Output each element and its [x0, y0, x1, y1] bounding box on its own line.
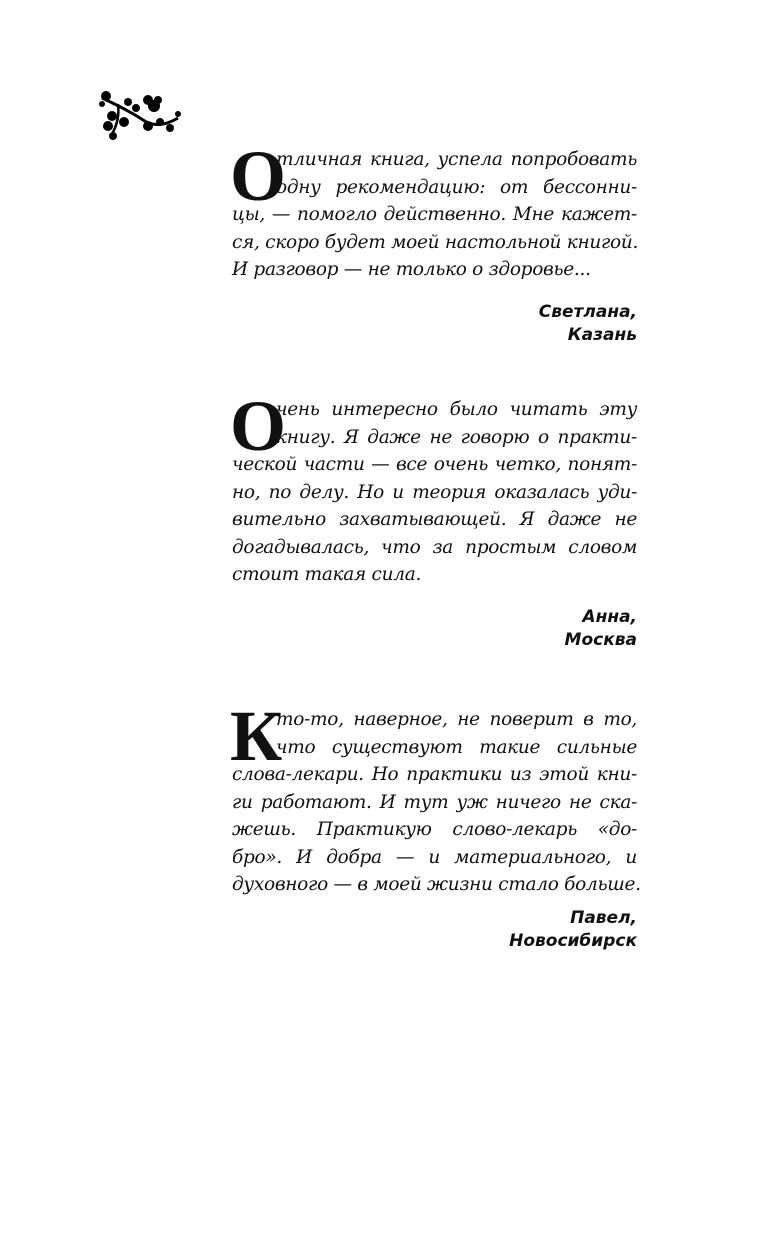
review-line: цы, — помогло действенно. Мне кажет-: [232, 204, 637, 225]
review-line: ся, скоро будет моей настольной книгой.: [232, 231, 639, 253]
review-city: Новосибирск: [509, 930, 637, 951]
review-line: догадывалась, что за простым словом: [232, 536, 637, 558]
drop-cap: О: [230, 136, 287, 216]
review-line: слова-лекари. Но практики из этой кни-: [232, 764, 637, 785]
review-line: чень интересно было читать эту: [276, 399, 637, 420]
drop-cap: О: [230, 386, 287, 466]
review-3: [230, 696, 641, 953]
review-author: Павел,: [570, 907, 637, 928]
review-author: Анна,: [582, 606, 637, 627]
review-line: вительно захватывающей. Я даже не: [232, 509, 637, 530]
review-line: одну рекомендацию: от бессонни-: [276, 176, 637, 198]
review-line: книгу. Я даже не говорю о практи-: [276, 426, 637, 448]
review-line: что существуют такие сильные: [276, 736, 637, 758]
review-city: Москва: [564, 629, 637, 650]
review-2: [230, 386, 637, 652]
review-line: духовного — в моей жизни стало больше.: [232, 874, 641, 895]
review-1: [230, 136, 639, 347]
review-city: Казань: [567, 324, 637, 345]
review-line: стоит такая сила.: [232, 564, 422, 585]
review-line: бро». И добра — и материального, и: [232, 846, 637, 868]
review-line: жешь. Практикую слово-лекарь «до-: [232, 819, 637, 840]
floral-ornament-icon: [98, 90, 182, 142]
review-line: то-то, наверное, не поверит в то,: [276, 709, 637, 730]
review-line: ги работают. И тут уж ничего не ска-: [232, 791, 637, 813]
review-author: Светлана,: [538, 301, 637, 322]
review-line: тличная книга, успела попробовать: [276, 149, 637, 170]
drop-cap: К: [230, 696, 283, 776]
review-line: ческой части — все очень четко, понят-: [232, 454, 637, 475]
review-line: И разговор — не только о здоровье...: [232, 259, 591, 280]
review-line: но, по делу. Но и теория оказалась уди-: [232, 481, 637, 503]
